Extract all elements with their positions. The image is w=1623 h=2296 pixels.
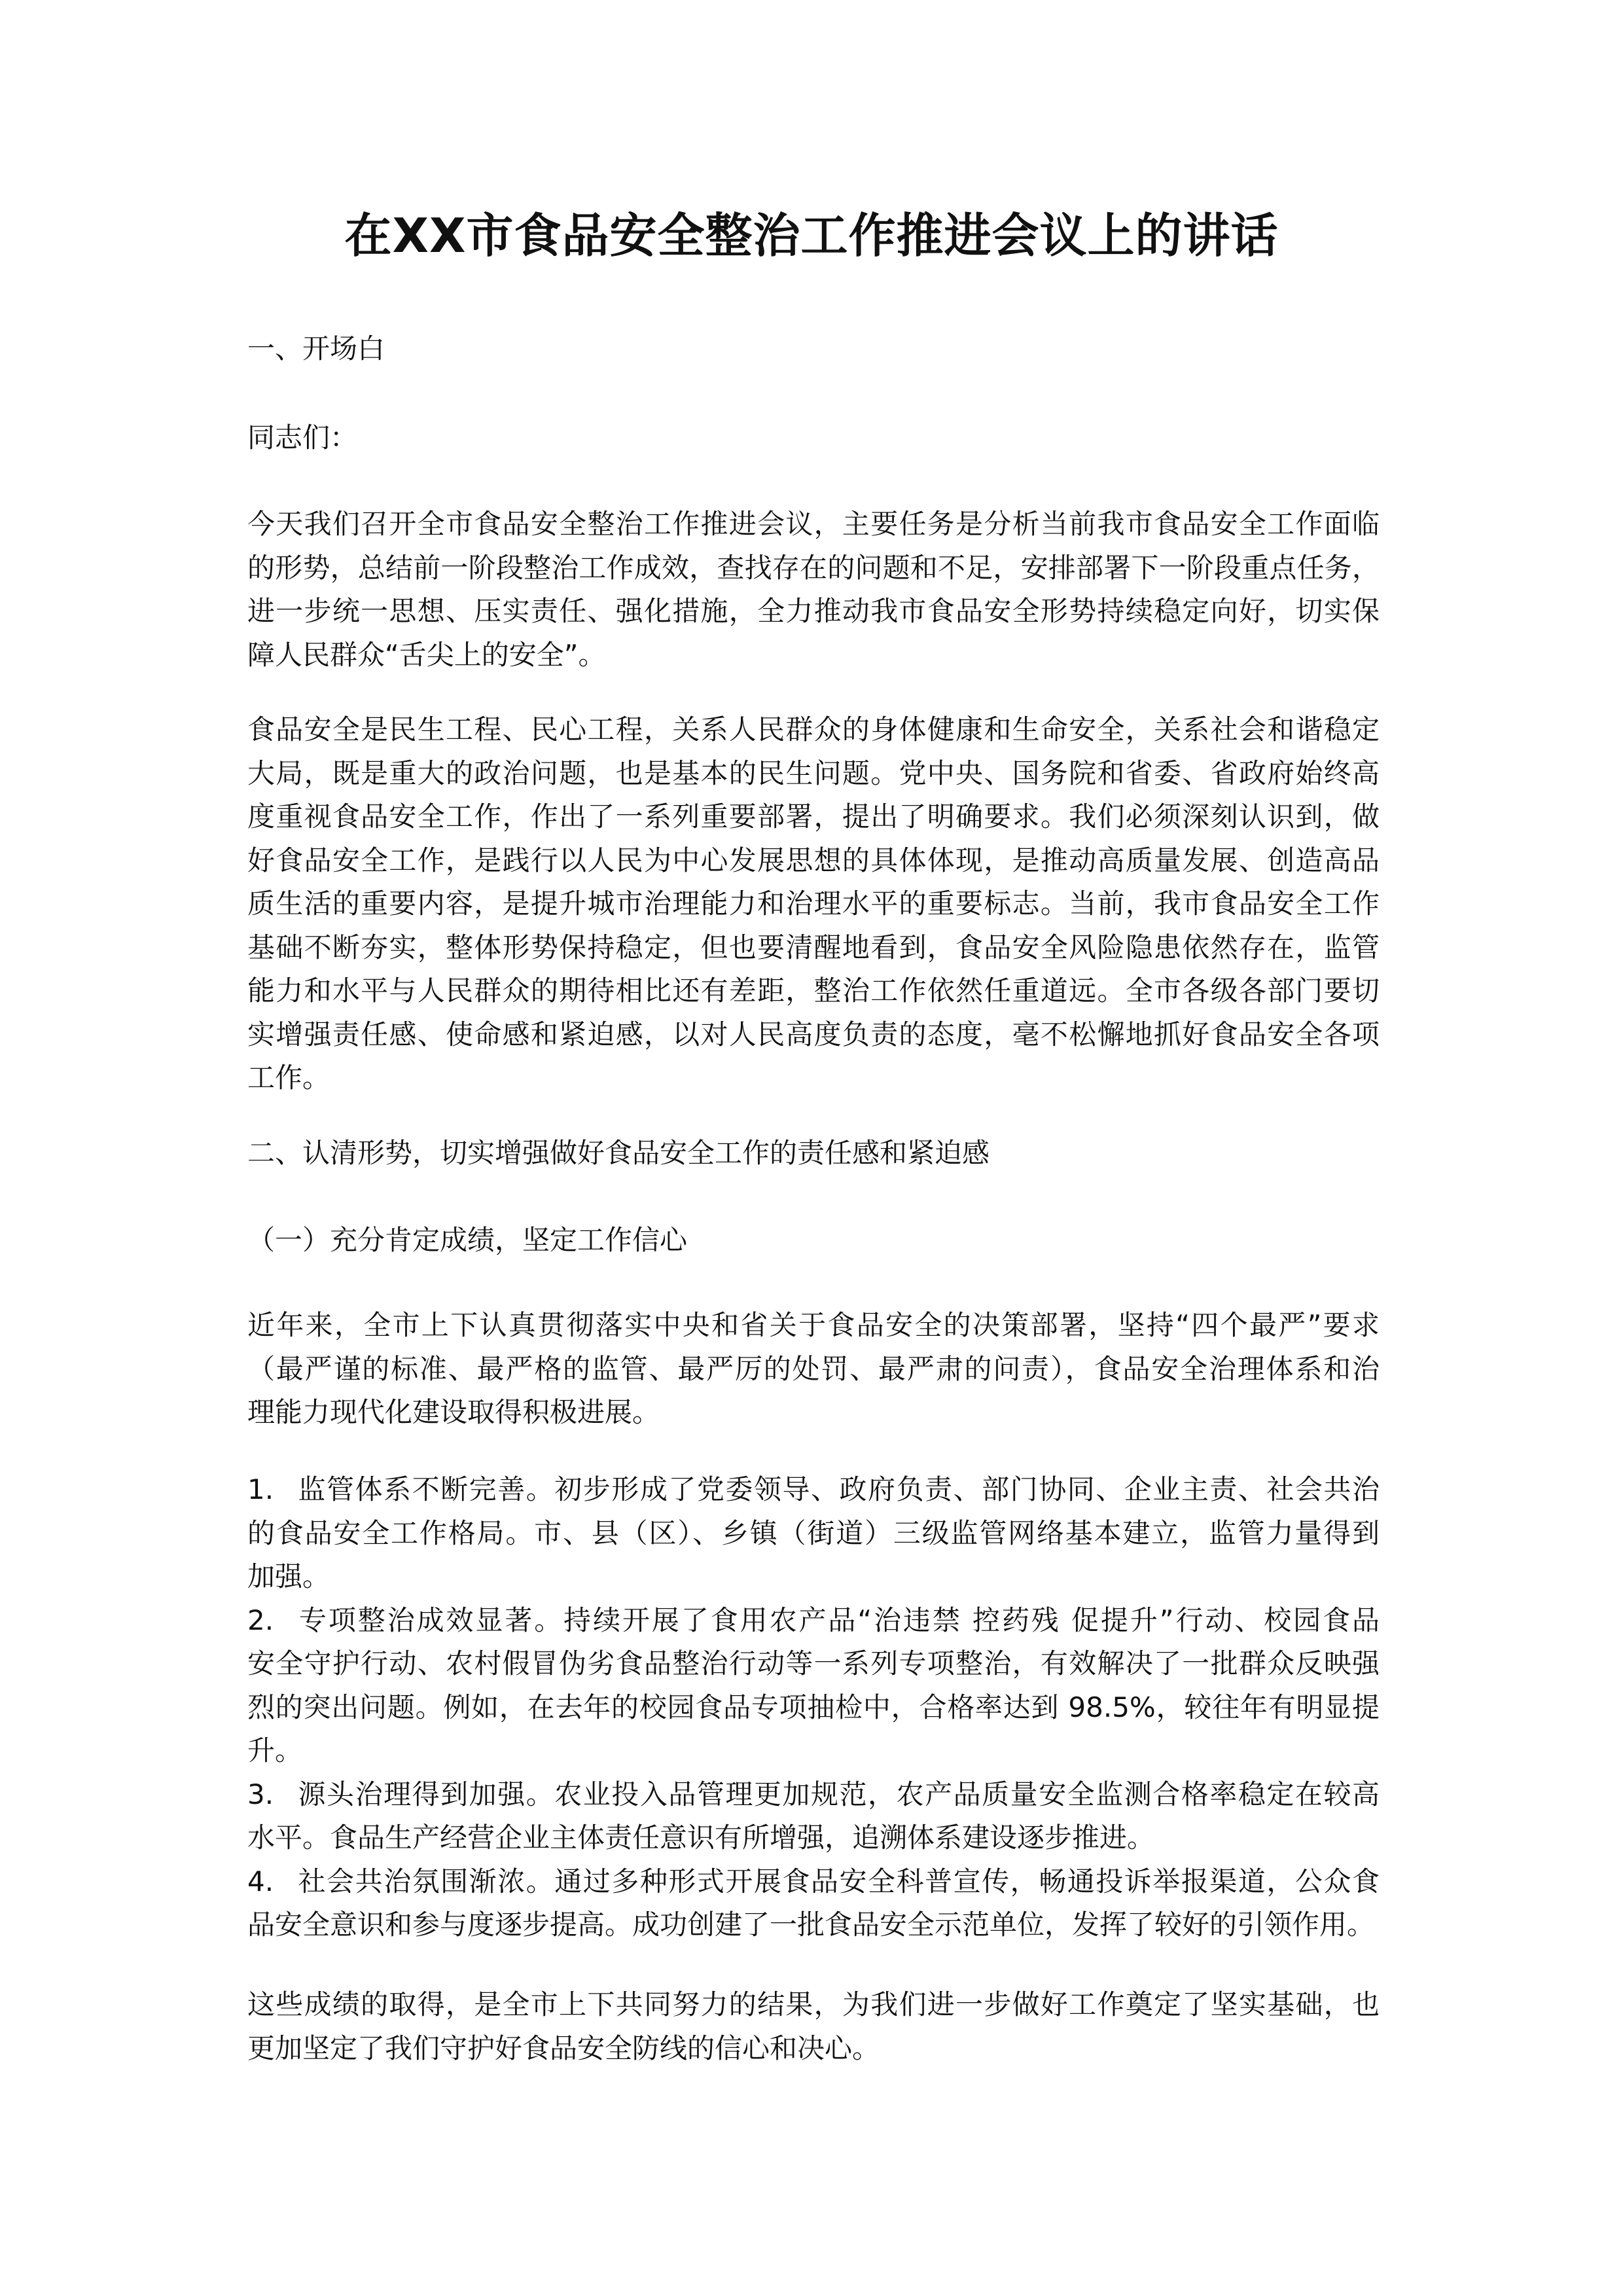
list-item-number: 2. — [247, 1604, 274, 1636]
paragraph-line: 近年来，全市上下认真贯彻落实中央和省关于食品安全的决策部署，坚持“四个最严”要求 — [247, 1309, 1380, 1341]
list-item-number: 4. — [247, 1865, 274, 1897]
paragraph-line: 的形势，总结前一阶段整治工作成效，查找存在的问题和不足，安排部署下一阶段重点任务， — [247, 551, 1380, 584]
paragraph-line: 障人民群众“舌尖上的安全”。 — [247, 638, 606, 671]
heading-text: 一、开场白 — [247, 332, 385, 365]
paragraph-line: 好食品安全工作，是践行以人民为中心发展思想的具体体现，是推动高质量发展、创造高品 — [247, 844, 1380, 876]
list-item-text: 社会共治氛围渐浓。通过多种形式开展食品安全科普宣传，畅通投诉举报渠道，公众食 — [297, 1865, 1380, 1897]
subsection-heading-achievements — [247, 1219, 1380, 1263]
list-item — [247, 1773, 1380, 1860]
list-item-number: 1. — [247, 1473, 274, 1505]
salutation — [247, 416, 1380, 460]
list-item-line: 加强。 — [247, 1560, 330, 1592]
list-item-line: 的食品安全工作格局。市、县（区）、乡镇（街道）三级监管网络基本建立，监管力量得到 — [247, 1516, 1380, 1549]
paragraph-line: 大局，既是重大的政治问题，也是基本的民生问题。党中央、国务院和省委、省政府始终高 — [247, 757, 1380, 789]
paragraph-line: 基础不断夯实，整体形势保持稳定，但也要清醒地看到，食品安全风险隐患依然存在，监管 — [247, 931, 1380, 963]
paragraph-line: 今天我们召开全市食品安全整治工作推进会议，主要任务是分析当前我市食品安全工作面临 — [247, 508, 1380, 540]
paragraph-line: 理能力现代化建设取得积极进展。 — [247, 1396, 660, 1428]
section-heading-opening — [247, 327, 1380, 371]
heading-text: 二、认清形势，切实增强做好食品安全工作的责任感和紧迫感 — [247, 1137, 990, 1169]
paragraph-line: 进一步统一思想、压实责任、强化措施，全力推动我市食品安全形势持续稳定向好，切实保 — [247, 595, 1380, 627]
paragraph-line: 度重视食品安全工作，作出了一系列重要部署，提出了明确要求。我们必须深刻认识到，做 — [247, 800, 1380, 833]
list-item-line — [247, 1860, 1380, 1904]
paragraph-line: 食品安全是民生工程、民心工程，关系人民群众的身体健康和生命安全，关系社会和谐稳定 — [247, 713, 1380, 745]
list-item-line: 水平。食品生产经营企业主体责任意识有所增强，追溯体系建设逐步推进。 — [247, 1821, 1155, 1854]
paragraph-conclusion — [247, 1983, 1380, 2070]
paragraph-line: 更加坚定了我们守护好食品安全防线的信心和决心。 — [247, 2032, 880, 2064]
paragraph-line: 实增强责任感、使命感和紧迫感，以对人民高度负责的态度，毫不松懈地抓好食品安全各项 — [247, 1018, 1380, 1050]
paragraph-line: 质生活的重要内容，是提升城市治理能力和治理水平的重要标志。当前，我市食品安全工作 — [247, 888, 1380, 920]
paragraph-importance — [247, 708, 1380, 1100]
list-item-line — [247, 1468, 1380, 1512]
list-item-line: 品安全意识和参与度逐步提高。成功创建了一批食品安全示范单位，发挥了较好的引领作用。 — [247, 1909, 1375, 1941]
salutation-text: 同志们： — [247, 422, 358, 454]
paragraph-line: 这些成绩的取得，是全市上下共同努力的结果，为我们进一步做好工作奠定了坚实基础，也 — [247, 1988, 1380, 2020]
heading-text: （一）充分肯定成绩，坚定工作信心 — [247, 1224, 688, 1256]
list-item-line — [247, 1599, 1380, 1643]
list-item-text: 专项整治成效显著。持续开展了食用农产品“治违禁 控药残 促提升”行动、校园食品 — [297, 1604, 1380, 1636]
paragraph-intro — [247, 503, 1380, 677]
list-item-line: 安全守护行动、农村假冒伪劣食品整治行动等一系列专项整治，有效解决了一批群众反映强 — [247, 1647, 1380, 1679]
document-title: 在XX市食品安全整治工作推进会议上的讲话 — [344, 208, 1279, 263]
paragraph-line: 工作。 — [247, 1062, 330, 1094]
list-item-line: 烈的突出问题。例如，在去年的校园食品专项抽检中，合格率达到 98.5%，较往年有明显提 — [247, 1691, 1380, 1723]
list-item-line: 升。 — [247, 1734, 303, 1767]
numbered-list — [247, 1468, 1380, 1947]
list-item-line — [247, 1773, 1380, 1817]
list-item-text: 源头治理得到加强。农业投入品管理更加规范，农产品质量安全监测合格率稳定在较高 — [297, 1778, 1380, 1810]
paragraph-line: （最严谨的标准、最严格的监管、最严厉的处罚、最严肃的问责），食品安全治理体系和治 — [247, 1352, 1380, 1385]
list-item — [247, 1860, 1380, 1947]
section-heading-situation — [247, 1132, 1380, 1175]
list-item — [247, 1599, 1380, 1773]
list-item — [247, 1468, 1380, 1599]
list-item-number: 3. — [247, 1778, 274, 1810]
list-item-text: 监管体系不断完善。初步形成了党委领导、政府负责、部门协同、企业主责、社会共治 — [297, 1473, 1380, 1505]
paragraph-progress — [247, 1304, 1380, 1435]
paragraph-line: 能力和水平与人民群众的期待相比还有差距，整治工作依然任重道远。全市各级各部门要切 — [247, 975, 1380, 1007]
